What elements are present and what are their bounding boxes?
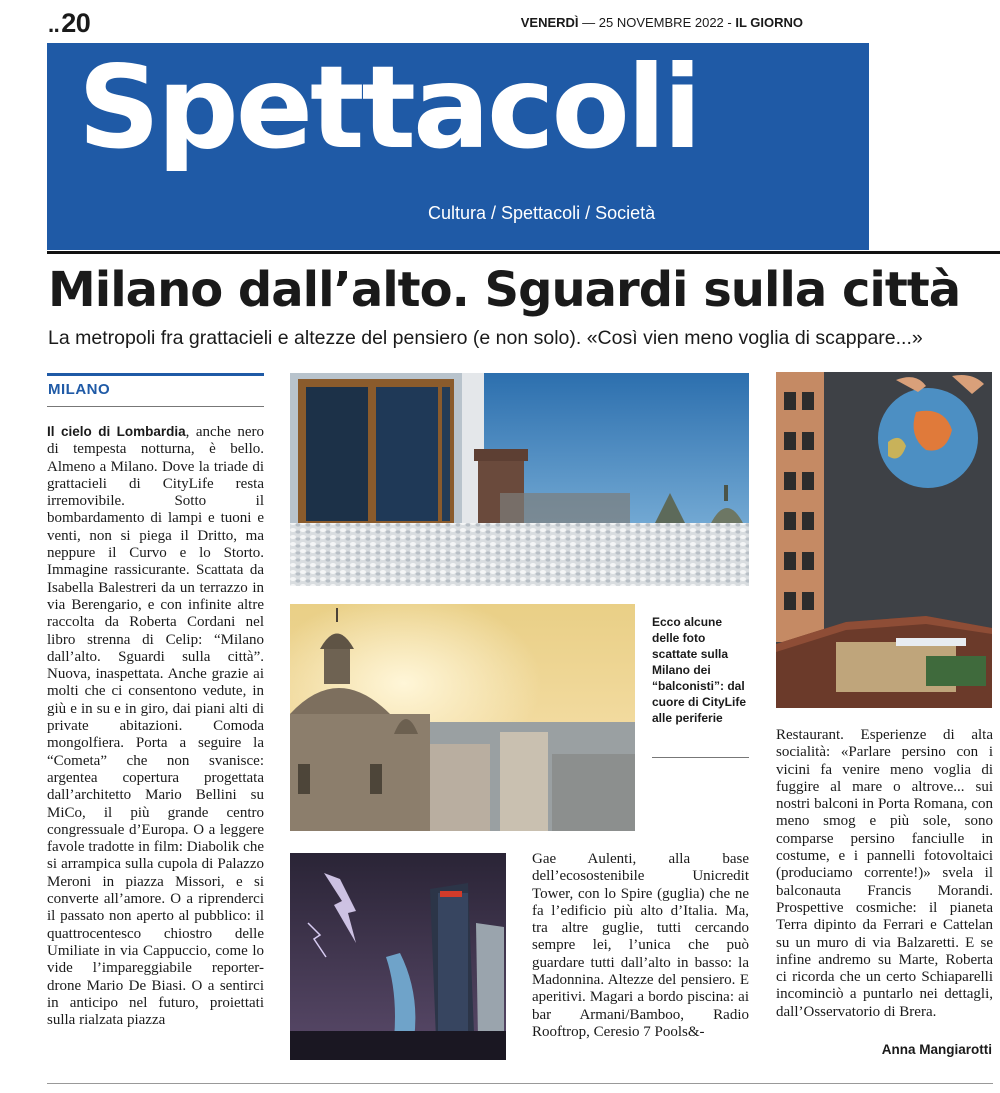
dateline [521,15,803,30]
kicker-bar [47,373,264,376]
photo-caption: Ecco alcune delle foto scattate sulla Milano dei “balconisti”: dal cuore di CityLife alle periferie [652,615,747,725]
photo-dome-sunset [290,604,635,831]
photo-earth-mural [776,372,992,708]
article-standfirst: La metropoli fra grattacieli e altezze del pensiero (e non solo). «Così vien meno voglia di scappare...» [48,327,923,349]
article-column-3: Restaurant. Esperienze di alta socialità: «Parlare persino con i vicini fa venire meno voglia di fuggire al mare o altrove... sui nostri balconi in Porta Romana, con meno smog e più sole, sono comparse persino fanciulle in costume, e i pannelli fotovoltaici (produciamo corrente!)» svela il balconauta Francis Morandi. Prospettive cosmiche: il pianeta Terra dipinto da Ferrari e Cattelan su un muro di via Balzaretti. E se infine andremo su Marte, Roberta ci ricorda che un certo Schiaparelli incominciò a puntarlo nei dettagli, dall’Osservatorio di Brera. [776,727,993,1020]
caption-rule [652,757,749,758]
article-column-1-text: , anche nero di tempesta notturna, è bello. Almeno a Milano. Dove la triade di grattacieli di CityLife resta irremovibile. Sotto il bombardamento di lampi e tuoni e venti, non si piega il Dritto, ma neppure il Curvo e lo Storto. Immagine rassicurante. Scattata da Isabella Balestreri da un terrazzo in via Berengario, e con infinite altre raccolta da Roberta Cordani nel libro strenna di Celip: “Milano dall’alto. Sguardi sulla città”. Nuova, inaspettata. Anche grazie ai molti che ci consentono vedute, in giù e in su e in giro, dai piani alti di private abitazioni. Comoda mongolfiera. Porta a seguire la “Cometa” che non svanisce: argentea copertura progettata dall’architetto Mario Bellini su MiCo, il più grande centro congressuale d’Europa. O a leggere favole tradotte in film: Diabolik che si arrampica sulla cupola di Palazzo Meroni in piazza Missori, e si converte all’amore. O a riprenderci il passato non aperto al pubblico: il quattrocentesco chiostro delle Umiliate in via Cappuccio, come lo vide l’impareggiabile reporter-drone Mario De Biasi. O a sentirci in anticipo nel futuro, proiettati sulla rialzata piazza [47,424,264,1029]
page-number-dots: .. [48,12,60,37]
newspaper-name: IL GIORNO [735,15,803,30]
footer-rule [47,1083,993,1084]
kicker-rule [47,406,264,407]
photo-citylife-storm [290,853,506,1060]
header-rule [47,251,1000,254]
dateline-date: — 25 NOVEMBRE 2022 - [582,15,732,30]
dateline-day: VENERDÌ [520,15,579,30]
article-column-2: Gae Aulenti, alla base dell’ecosostenibile Unicredit Tower, con lo Spire (guglia) che ne fa l’edificio più alto d’Italia. Ma, tra altre guglie, tutti cercando sempre lei, l’unica che può guardare tutti dall’alto in basso: la Madonnina. Altezze del pensiero. E aperitivi. Magari a bordo piscina: ai bar Armani/Bamboo, Radio Rooftrop, Ceresio 7 Pools&- [532,851,749,1040]
article-headline: Milano dall’alto. Sguardi sulla città [48,262,961,318]
article-column-1 [47,423,264,1029]
page-number [48,8,90,39]
section-title: Spettacoli [78,41,699,174]
article-kicker: MILANO [48,381,111,398]
page-number-value: 20 [61,8,91,38]
photo-terrace-torre-velasca [290,373,749,586]
article-byline: Anna Mangiarotti [881,1042,992,1057]
section-subsections: Cultura / Spettacoli / Società [428,203,656,223]
article-lead: Il cielo di Lombardia [47,424,186,439]
